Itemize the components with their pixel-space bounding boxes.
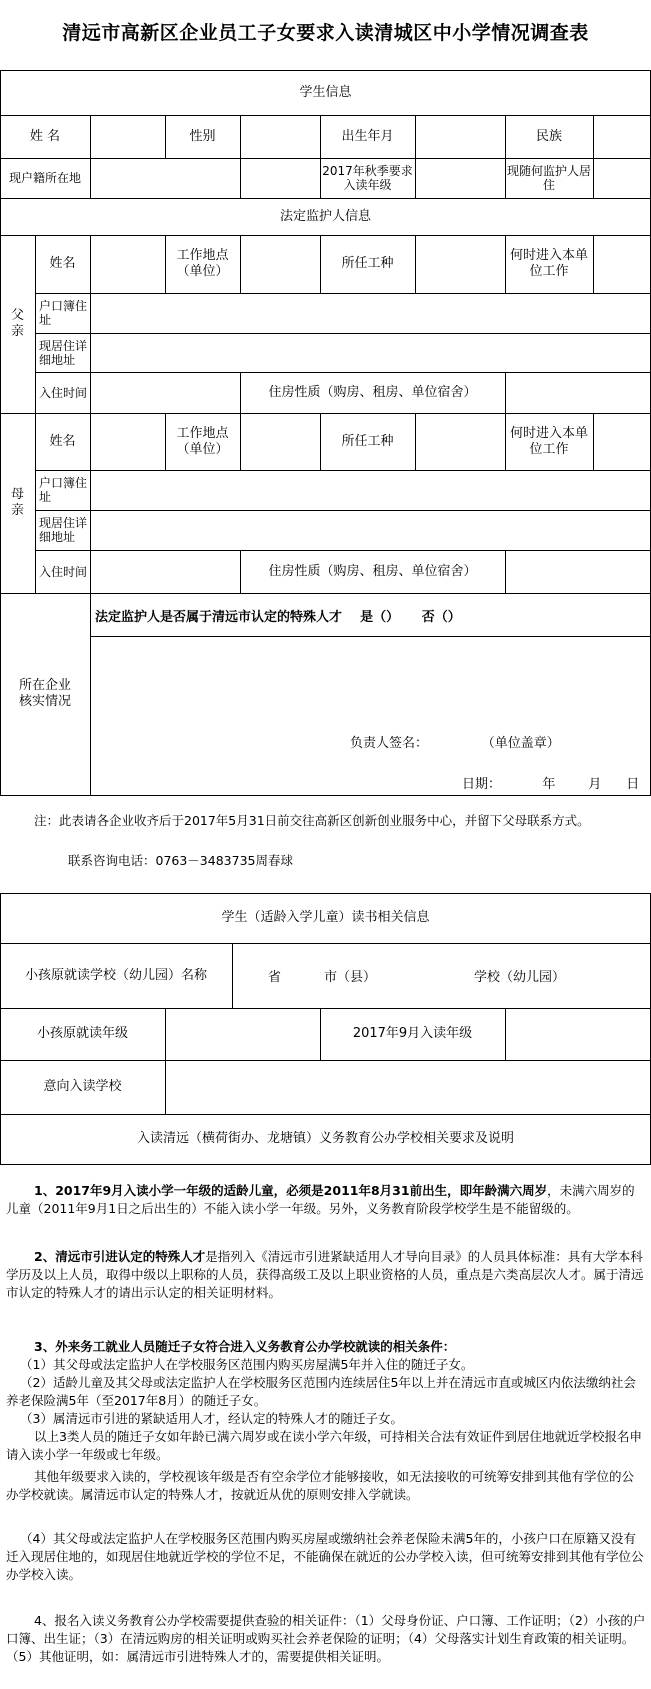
- mother-workplace-label: 工作地点（单位）: [176, 425, 229, 457]
- mother-job-field[interactable]: [415, 413, 505, 470]
- mother-join-label: 何时进入本单位工作: [509, 425, 588, 457]
- guardian-live-field[interactable]: [593, 158, 650, 198]
- father-hukou-field[interactable]: [90, 293, 650, 333]
- mother-movein-field[interactable]: [90, 550, 240, 593]
- name-label: 姓 名: [29, 128, 61, 144]
- requirement-3-4: 以上3类人员的随迁子女如年龄已满六周岁或在读小学六年级，可持相关合法有效证件到居住地就近学校报名申请入读小学一年级或七年级。: [6, 1429, 642, 1462]
- reading-info-header: 学生（适龄入学儿童）读书相关信息: [221, 910, 430, 925]
- father-workplace-label: 工作地点（单位）: [176, 248, 229, 279]
- requirement-3-5: 其他年级要求入读的，学校视该年级是否有空余学位才能够接收，如无法接收的可统筹安排到其他有学位的公办学校就读。属清远市认定的特殊人才，按就近从优的原则安排入学就读。: [6, 1469, 635, 1502]
- mother-name-field[interactable]: [90, 413, 165, 470]
- date-line: 日期： 年 月 日: [462, 777, 640, 792]
- requirement-3-6: （4）其父母或法定监护人在学校服务区范围内购买房屋或缴纳社会养老保险未满5年的，小孩户口在原籍又没有迁入现居住地的，如现居住地就近学校的学位不足，不能确保在就近的公办学校入读，但可统筹安排到其他有学位公办学校入读。: [6, 1531, 644, 1582]
- mother-hukou-field[interactable]: [90, 470, 650, 510]
- mother-label: 母亲: [10, 487, 24, 518]
- father-address-field[interactable]: [90, 333, 650, 372]
- name-field[interactable]: [90, 115, 165, 158]
- page-title: 清远市高新区企业员工子女要求入读清城区中小学情况调查表: [62, 22, 589, 44]
- father-job-field[interactable]: [415, 235, 505, 293]
- requirement-2: 2、清远市引进认定的特殊人才是指列入《清远市引进紧缺适用人才导向目录》的人员具体标准：具有大学本科学历及以上人员，取得中级以上职称的人员，获得高级工及以上职业资格的人员，重点是六类高层次人才。属于清远市认定的特殊人才的请出示认定的相关证明材料。: [6, 1249, 644, 1300]
- father-name-label: 姓名: [49, 256, 76, 271]
- mother-address-label: 现居住详细地址: [39, 516, 88, 544]
- residence-field[interactable]: [90, 158, 240, 198]
- talent-yes[interactable]: 是（）: [360, 610, 400, 625]
- company-verify-label: 所在企业核实情况: [18, 678, 71, 709]
- father-join-field[interactable]: [593, 235, 650, 293]
- intended-school-field[interactable]: [165, 1060, 650, 1114]
- requirement-3-2: （2）适龄儿童及其父母或法定监护人在学校服务区范围内连续居住5年以上并在清远市直或城区内依法缴纳社会养老保险满5年（至2017年8月）的随迁子女。: [6, 1375, 636, 1408]
- birth-field[interactable]: [415, 115, 505, 158]
- mother-address-field[interactable]: [90, 510, 650, 550]
- grade-label: 2017年秋季要求入读年级: [322, 164, 413, 192]
- father-label: 父亲: [10, 308, 24, 339]
- mother-workplace-field[interactable]: [240, 413, 320, 470]
- mother-movein-label: 入住时间: [39, 564, 88, 579]
- prev-school-label: 小孩原就读学校（幼儿园）名称: [24, 967, 207, 983]
- note-text: 注：此表请各企业收齐后于2017年5月31日前交往高新区创新创业服务中心，并留下父母联系方式。: [34, 813, 590, 828]
- gender-label: 性别: [189, 128, 216, 144]
- residence-label: 现户籍所在地: [8, 171, 81, 185]
- mother-join-field[interactable]: [593, 413, 650, 470]
- guardian-info-header: 法定监护人信息: [279, 208, 371, 224]
- province-label: 省: [268, 970, 282, 985]
- city-label: 市（县）: [324, 970, 377, 985]
- requirement-1: 1、2017年9月入读小学一年级的适龄儿童，必须是2011年8月31前出生，即年龄满六周岁，未满六周岁的儿童（2011年9月1日之后出生的）不能入读小学一年级。另外，义务教育阶段学校学生是不能留级的。: [6, 1183, 635, 1216]
- target-grade-field[interactable]: [505, 1008, 650, 1060]
- student-info-header: 学生信息: [299, 84, 352, 100]
- father-job-label: 所任工种: [341, 256, 394, 271]
- gender-field[interactable]: [240, 115, 320, 158]
- prev-grade-label: 小孩原就读年级: [36, 1026, 128, 1041]
- requirement-3-3: （3）属清远市引进的紧缺适用人才，经认定的特殊人才的随迁子女。: [20, 1411, 403, 1426]
- father-movein-label: 入住时间: [39, 385, 88, 400]
- father-movein-field[interactable]: [90, 372, 240, 413]
- prev-grade-field[interactable]: [165, 1008, 320, 1060]
- father-housing-field[interactable]: [505, 372, 650, 413]
- ethnicity-label: 民族: [535, 128, 562, 144]
- birth-label: 出生年月: [341, 128, 394, 144]
- mother-name-label: 姓名: [49, 433, 76, 449]
- father-housing-label: 住房性质（购房、租房、单位宿舍）: [268, 384, 477, 400]
- requirement-4: 4、报名入读义务教育公办学校需要提供查验的相关证件：（1）父母身份证、户口簿、工作证明；（2）小孩的户口簿、出生证；（3）在清远购房的相关证明或购买社会养老保险的证明；（4）父母落实计划生育政策的相关证明。（5）其他证明，如：属清远市引进特殊人才的，需要提供相关证明。: [6, 1613, 646, 1664]
- requirement-3-1: （1）其父母或法定监护人在学校服务区范围内购买房屋满5年并入住的随迁子女。: [20, 1357, 474, 1372]
- father-name-field[interactable]: [90, 235, 165, 293]
- mother-housing-label: 住房性质（购房、租房、单位宿舍）: [268, 563, 477, 579]
- talent-question: 法定监护人是否属于清远市认定的特殊人才 是（） 否（）: [95, 610, 461, 625]
- target-grade-label: 2017年9月入读年级: [352, 1026, 473, 1041]
- grade-field[interactable]: [415, 158, 505, 198]
- requirements-header: 入读清远（横荷街办、龙塘镇）义务教育公办学校相关要求及说明: [136, 1131, 514, 1146]
- father-workplace-field[interactable]: [240, 235, 320, 293]
- father-address-label: 现居住详细地址: [39, 338, 88, 367]
- mother-housing-field[interactable]: [505, 550, 650, 593]
- requirement-3-title: 3、外来务工就业人员随迁子女符合进入义务教育公办学校就读的相关条件：: [34, 1339, 456, 1354]
- guardian-live-label: 现随何监护人居住: [507, 164, 592, 192]
- signature-line: 负责人签名： （单位盖章）: [350, 736, 560, 751]
- mother-hukou-label: 户口簿住址: [39, 476, 88, 504]
- father-hukou-label: 户口簿住址: [39, 299, 88, 327]
- contact-text: 联系咨询电话：0763－3483735周春球: [68, 853, 293, 868]
- mother-job-label: 所任工种: [341, 433, 394, 449]
- father-join-label: 何时进入本单位工作: [509, 248, 588, 279]
- intended-school-label: 意向入读学校: [43, 1079, 122, 1094]
- talent-no[interactable]: 否（）: [421, 610, 461, 625]
- ethnicity-field[interactable]: [593, 115, 650, 158]
- school-label: 学校（幼儿园）: [474, 970, 566, 985]
